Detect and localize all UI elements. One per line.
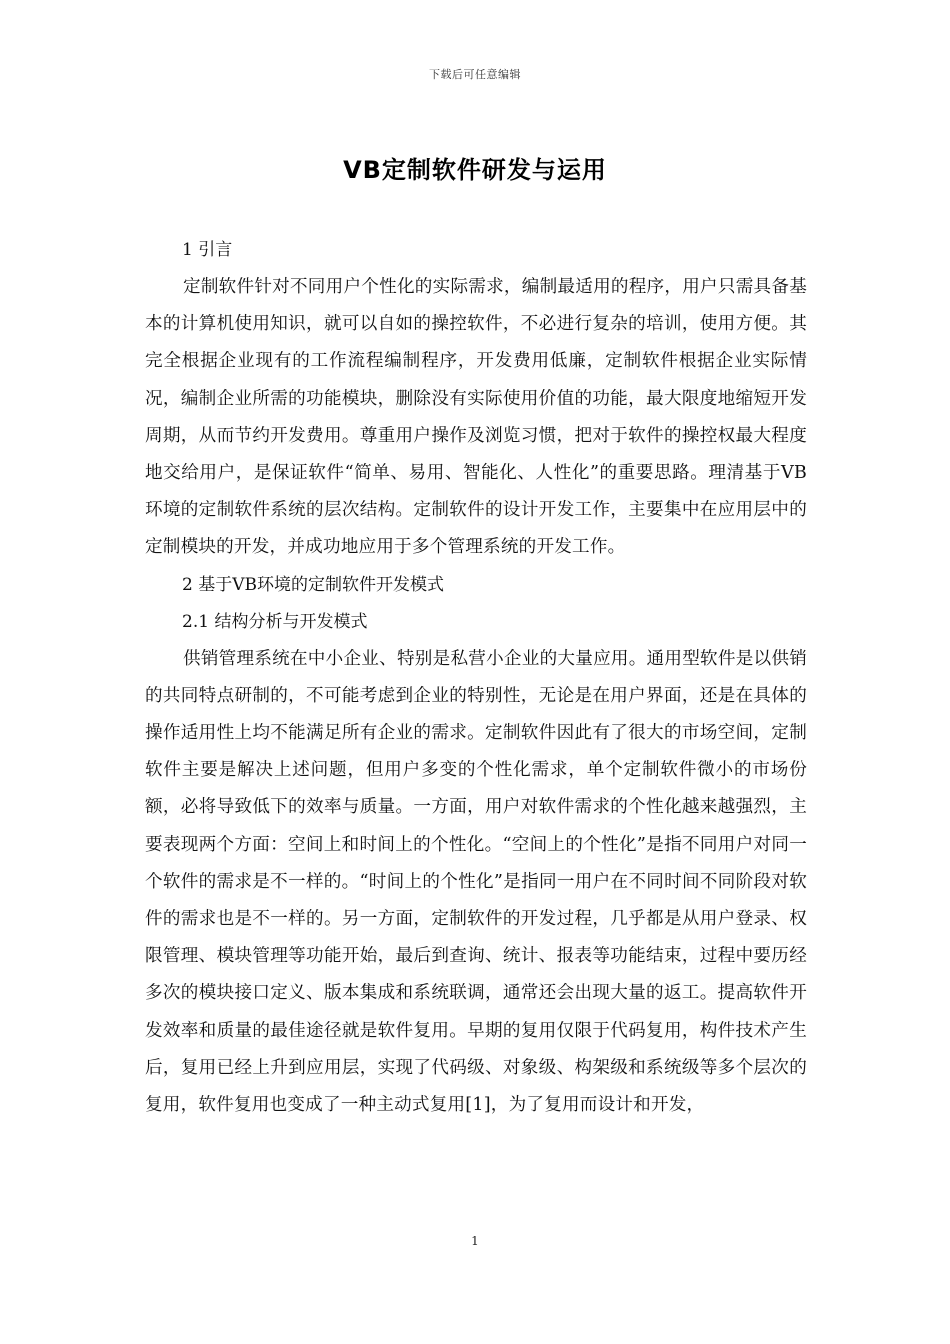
section-heading-intro: 1 引言 xyxy=(182,240,233,260)
document-body xyxy=(145,232,807,1124)
header-note: 下载后可任意编辑 xyxy=(429,68,521,81)
paragraph-2-1: 供销管理系统在中小企业、特别是私营小企业的大量应用。通用型软件是以供销的共同特点研制的，不可能考虑到企业的特别性，无论是在用户界面，还是在具体的操作适用性上均不能满足所有企业的需求。定制软件因此有了很大的市场空间，定制软件主要是解决上述问题，但用户多变的个性化需求，单个定制软件微小的市场份额，必将导致低下的效率与质量。一方面，用户对软件需求的个性化越来越强烈，主要表现两个方面：空间上和时间上的个性化。“空间上的个性化”是指不同用户对同一个软件的需求是不一样的。“时间上的个性化”是指同一用户在不同时间不同阶段对软件的需求也是不一样的。另一方面，定制软件的开发过程，几乎都是从用户登录、权限管理、模块管理等功能开始，最后到查询、统计、报表等功能结束，过程中要历经多次的模块接口定义、版本集成和系统联调，通常还会出现大量的返工。提高软件开发效率和质量的最佳途径就是软件复用。早期的复用仅限于代码复用，构件技术产生后，复用已经上升到应用层，实现了代码级、对象级、构架级和系统级等多个层次的复用，软件复用也变成了一种主动式复用[1]，为了复用而设计和开发， xyxy=(145,648,807,1116)
page-number: 1 xyxy=(471,1234,479,1248)
document-title: VB定制软件研发与运用 xyxy=(343,156,607,184)
section-heading-2: 2 基于VB环境的定制软件开发模式 xyxy=(182,574,444,595)
section-heading-2-1: 2.1 结构分析与开发模式 xyxy=(182,611,368,632)
paragraph-intro: 定制软件针对不同用户个性化的实际需求，编制最适用的程序，用户只需具备基本的计算机使用知识，就可以自如的操控软件，不必进行复杂的培训，使用方便。其完全根据企业现有的工作流程编制程序，开发费用低廉，定制软件根据企业实际情况，编制企业所需的功能模块，删除没有实际使用价值的功能，最大限度地缩短开发周期，从而节约开发费用。尊重用户操作及浏览习惯，把对于软件的操控权最大程度地交给用户，是保证软件“简单、易用、智能化、人性化”的重要思路。理清基于VB环境的定制软件系统的层次结构。定制软件的设计开发工作，主要集中在应用层中的定制模块的开发，并成功地应用于多个管理系统的开发工作。 xyxy=(145,277,807,558)
